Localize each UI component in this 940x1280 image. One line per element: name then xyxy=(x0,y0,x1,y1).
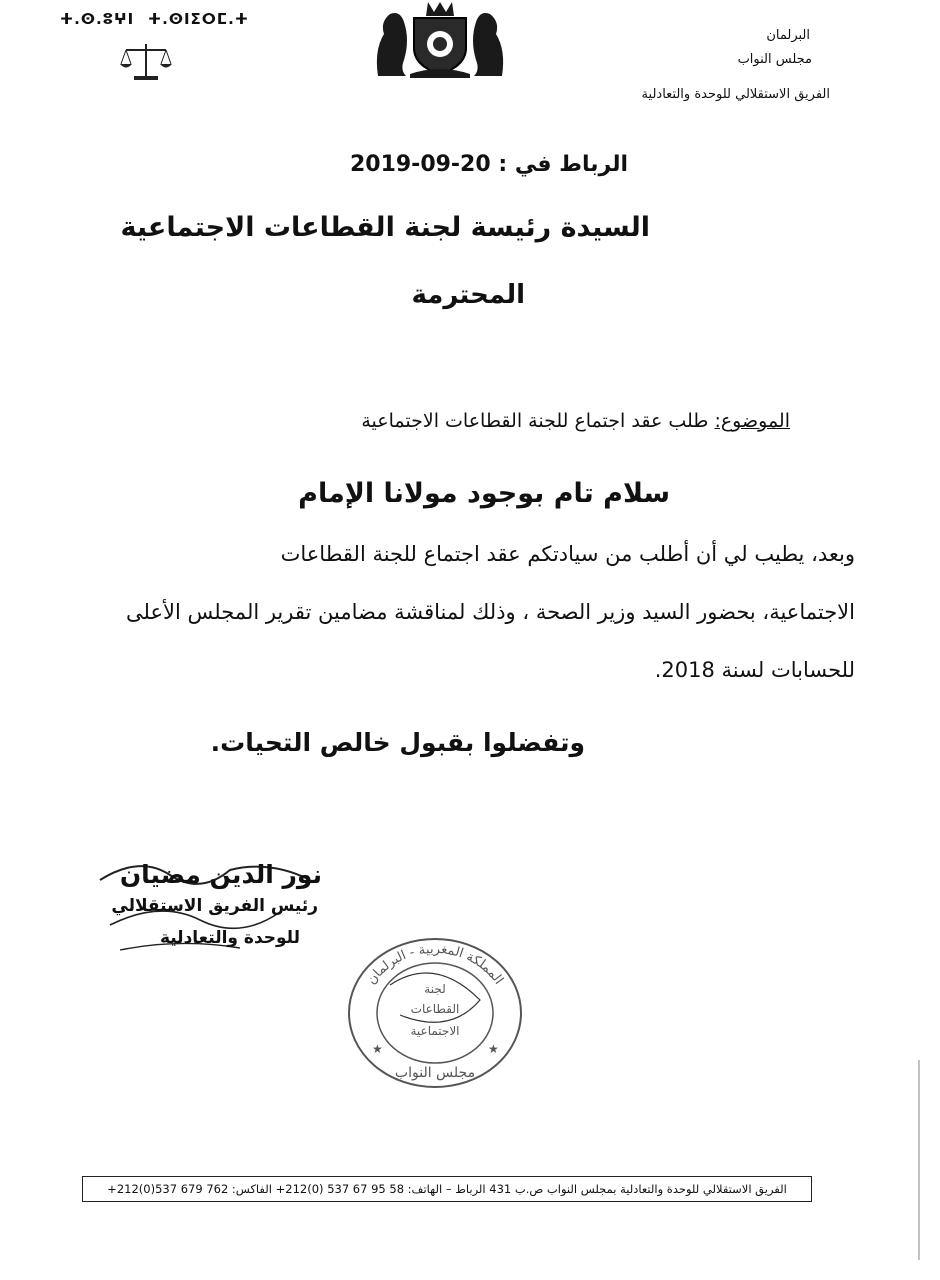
greeting: سلام تام بوجود مولانا الإمام xyxy=(298,478,670,509)
stamp-star-icon: ★ xyxy=(488,1042,499,1056)
subject-label: الموضوع: xyxy=(714,410,790,432)
paragraph-line-1: وبعد، يطيب لي أن أطلب من سيادتكم عقد اجتماع للجنة القطاعات xyxy=(280,542,855,566)
subject-text: طلب عقد اجتماع للجنة القطاعات الاجتماعية xyxy=(361,410,715,432)
scan-edge-line xyxy=(918,1060,920,1260)
stamp-outer-top: المملكة المغربية - البرلمان xyxy=(364,941,506,988)
scales-of-justice-icon xyxy=(118,40,174,82)
stamp-star-icon: ★ xyxy=(372,1042,383,1056)
date-prefix: الرباط في : xyxy=(498,152,628,177)
paragraph-line-2: الاجتماعية، بحضور السيد وزير الصحة ، وذلك لمناقشة مضامين تقرير المجلس الأعلى xyxy=(126,600,855,624)
stamp-outer-bottom: مجلس النواب xyxy=(394,1065,476,1081)
tifinagh-parliament-label: ⵜ.ⵙⵏⵉⵔⵎ.ⵜ xyxy=(148,10,250,28)
tifinagh-kingdom-label: ⵜ.ⵙ.ⵓⵖⵏ xyxy=(60,10,135,28)
header-parliament: البرلمان xyxy=(766,28,810,43)
signatory-title-line-1: رئيس الفريق الاستقلالي xyxy=(111,896,318,916)
stamp-inner-3: الاجتماعية xyxy=(410,1024,460,1038)
closing-salutation: وتفضلوا بقبول خالص التحيات. xyxy=(210,728,585,757)
header-group-name: الفريق الاستقلالي للوحدة والتعادلية xyxy=(641,87,830,102)
letter-date: 2019-09-20 xyxy=(349,152,491,177)
stamp-inner-1: لجنة xyxy=(424,982,446,996)
stamp-inner-2: القطاعات xyxy=(410,1002,460,1016)
date-line xyxy=(350,152,628,177)
royal-coat-of-arms-icon xyxy=(370,0,510,78)
addressee: السيدة رئيسة لجنة القطاعات الاجتماعية xyxy=(120,212,650,243)
subject-line xyxy=(361,410,790,432)
paragraph-line-3: للحسابات لسنة 2018. xyxy=(654,658,855,682)
signatory-name: نور الدين مضيان xyxy=(119,860,322,889)
footer-contact-box: الفريق الاستقلالي للوحدة والتعادلية بمجلس النواب ص.ب 431 الرباط – الهاتف: 58 95 67 537 (0)212+ الفاكس: 762 679 537(0)212+ xyxy=(82,1176,812,1202)
honorific: المحترمة xyxy=(411,280,525,310)
header-house-of-representatives: مجلس النواب xyxy=(737,52,812,67)
official-stamp xyxy=(340,925,530,1090)
signatory-title-line-2: للوحدة والتعادلية xyxy=(159,928,300,948)
